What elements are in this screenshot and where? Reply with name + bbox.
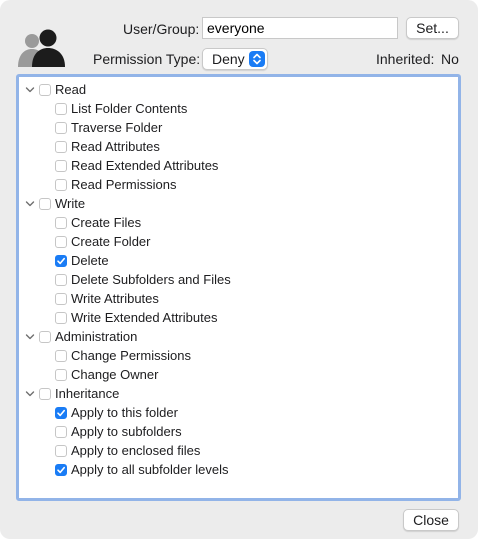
tree-item-row[interactable] — [55, 251, 109, 270]
tree-item-label: Delete Subfolders and Files — [71, 272, 231, 287]
chevron-down-icon[interactable] — [25, 199, 35, 209]
tree-item-label: Create Folder — [71, 234, 151, 249]
tree-item-label: Apply to enclosed files — [71, 443, 201, 458]
tree-item-label: Change Permissions — [71, 348, 191, 363]
inherited-value: No — [441, 51, 459, 67]
chevron-down-icon[interactable] — [25, 85, 35, 95]
checkbox[interactable] — [55, 426, 67, 438]
tree-item-label: Traverse Folder — [71, 120, 163, 135]
tree-item-row[interactable] — [55, 403, 178, 422]
tree-item-row[interactable] — [55, 308, 217, 327]
user-group-field[interactable]: everyone — [202, 17, 398, 39]
tree-group-row[interactable] — [25, 384, 119, 403]
permission-type-label: Permission Type: — [93, 51, 201, 67]
permission-type-value: Deny — [212, 51, 245, 67]
tree-group-row[interactable] — [25, 80, 86, 99]
tree-item-row[interactable] — [55, 365, 158, 384]
tree-item-label: Inheritance — [55, 386, 120, 401]
tree-item-label: Read — [55, 82, 87, 97]
checkbox[interactable] — [55, 103, 67, 115]
tree-item-label: Read Extended Attributes — [71, 158, 219, 173]
checkbox[interactable] — [55, 179, 67, 191]
checkbox[interactable] — [39, 84, 51, 96]
checkbox[interactable] — [55, 141, 67, 153]
tree-item-row[interactable] — [55, 99, 187, 118]
tree-item-label: Delete — [71, 253, 109, 268]
up-down-stepper-icon — [249, 51, 265, 67]
checkmark-icon — [56, 408, 66, 418]
checkbox[interactable] — [55, 445, 67, 457]
inherited-label: Inherited: — [376, 51, 435, 67]
checkbox[interactable] — [55, 255, 67, 267]
tree-item-label: Write — [55, 196, 86, 211]
tree-item-label: Apply to subfolders — [71, 424, 182, 439]
users-group-icon — [15, 27, 69, 67]
checkbox[interactable] — [39, 388, 51, 400]
permissions-tree[interactable] — [16, 74, 461, 501]
tree-item-label: List Folder Contents — [71, 101, 188, 116]
tree-item-row[interactable] — [55, 270, 231, 289]
tree-item-label: Write Extended Attributes — [71, 310, 218, 325]
checkbox[interactable] — [55, 293, 67, 305]
tree-item-label: Read Permissions — [71, 177, 177, 192]
tree-item-row[interactable] — [55, 156, 218, 175]
checkbox[interactable] — [39, 331, 51, 343]
tree-item-row[interactable] — [55, 441, 200, 460]
checkbox[interactable] — [55, 160, 67, 172]
checkbox[interactable] — [55, 122, 67, 134]
user-group-label: User/Group: — [123, 21, 200, 37]
tree-item-label: Read Attributes — [71, 139, 160, 154]
checkbox[interactable] — [39, 198, 51, 210]
tree-item-label: Change Owner — [71, 367, 159, 382]
tree-group-row[interactable] — [25, 327, 137, 346]
checkbox[interactable] — [55, 407, 67, 419]
tree-item-row[interactable] — [55, 346, 191, 365]
tree-item-label: Apply to this folder — [71, 405, 178, 420]
tree-item-label: Apply to all subfolder levels — [71, 462, 229, 477]
checkmark-icon — [56, 256, 66, 266]
tree-item-row[interactable] — [55, 213, 141, 232]
close-button[interactable]: Close — [403, 509, 459, 531]
tree-item-row[interactable] — [55, 289, 159, 308]
permission-type-select[interactable] — [202, 48, 268, 70]
tree-item-row[interactable] — [55, 422, 182, 441]
tree-item-label: Administration — [55, 329, 138, 344]
tree-item-row[interactable] — [55, 232, 150, 251]
tree-item-label: Create Files — [71, 215, 142, 230]
checkbox[interactable] — [55, 312, 67, 324]
checkbox[interactable] — [55, 464, 67, 476]
tree-item-row[interactable] — [55, 460, 229, 479]
tree-item-row[interactable] — [55, 118, 162, 137]
tree-item-row[interactable] — [55, 137, 160, 156]
checkbox[interactable] — [55, 217, 67, 229]
tree-group-row[interactable] — [25, 194, 85, 213]
set-button[interactable]: Set... — [406, 17, 459, 39]
checkbox[interactable] — [55, 350, 67, 362]
tree-item-label: Write Attributes — [71, 291, 159, 306]
checkbox[interactable] — [55, 236, 67, 248]
checkmark-icon — [56, 465, 66, 475]
chevron-down-icon[interactable] — [25, 332, 35, 342]
checkbox[interactable] — [55, 369, 67, 381]
chevron-down-icon[interactable] — [25, 389, 35, 399]
tree-item-row[interactable] — [55, 175, 177, 194]
checkbox[interactable] — [55, 274, 67, 286]
